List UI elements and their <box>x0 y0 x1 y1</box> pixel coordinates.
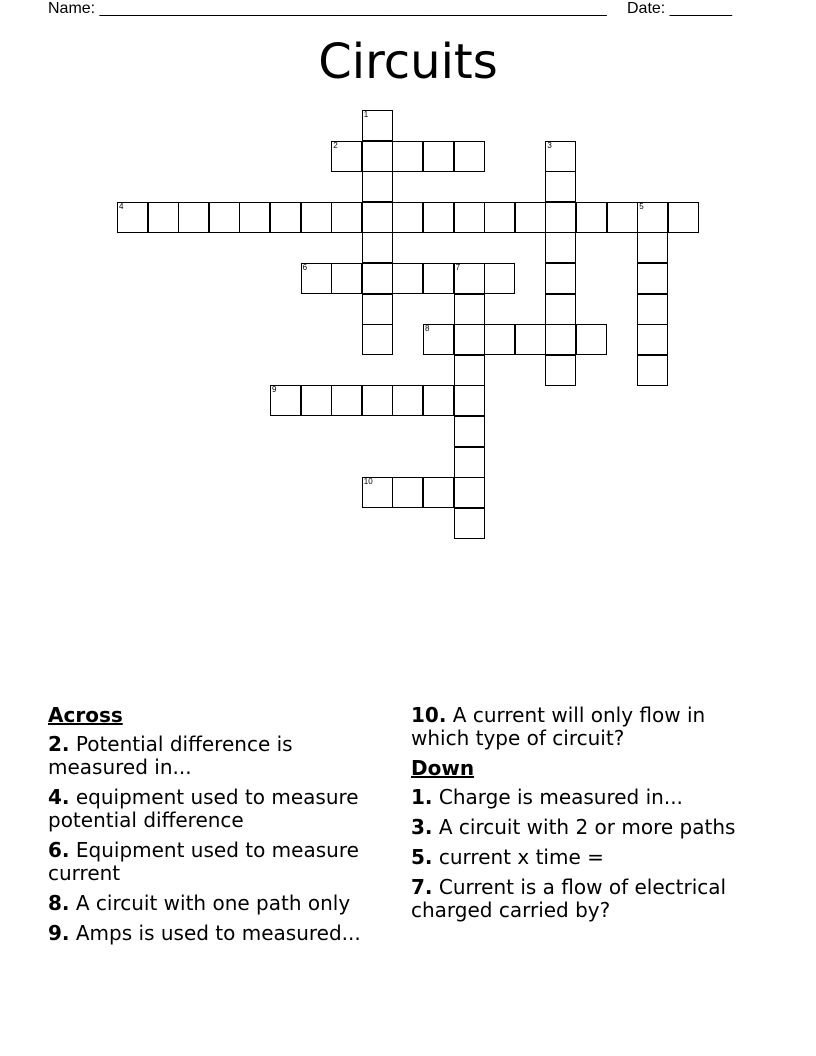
crossword-cell[interactable] <box>239 202 270 233</box>
crossword-cell[interactable] <box>392 385 423 416</box>
across-heading: Across <box>48 703 123 727</box>
crossword-cell[interactable] <box>331 385 362 416</box>
crossword-cell[interactable] <box>423 385 454 416</box>
clue-across-6 <box>48 839 388 885</box>
page-title: Circuits <box>318 34 498 90</box>
crossword-cell[interactable] <box>454 385 485 416</box>
crossword-cell[interactable] <box>515 324 546 355</box>
clue-number-label: 3 <box>547 140 552 150</box>
clue-number: 8. <box>48 891 70 915</box>
clue-number: 9. <box>48 921 70 945</box>
clue-number: 10. <box>411 703 447 727</box>
crossword-cell[interactable] <box>515 202 546 233</box>
name-field-label: Name: _________________________________________________________ <box>48 0 607 17</box>
crossword-cell[interactable] <box>637 355 668 386</box>
clue-text: Charge is measured in... <box>438 785 683 809</box>
crossword-cell[interactable] <box>423 263 454 294</box>
crossword-cell[interactable] <box>362 294 393 325</box>
crossword-cell[interactable] <box>545 324 576 355</box>
crossword-cell[interactable] <box>637 324 668 355</box>
crossword-cell[interactable] <box>668 202 699 233</box>
crossword-cell[interactable] <box>392 141 423 172</box>
clue-text: A current will only flow in which type of circuit? <box>411 703 706 750</box>
date-field-label: Date: _______ <box>627 0 732 17</box>
crossword-cell[interactable] <box>331 263 362 294</box>
crossword-cell[interactable] <box>392 263 423 294</box>
clue-text: A circuit with 2 or more paths <box>438 815 736 839</box>
down-heading: Down <box>411 756 475 780</box>
crossword-cell[interactable] <box>454 355 485 386</box>
clue-number-label: 5 <box>639 201 644 211</box>
crossword-cell[interactable] <box>545 171 576 202</box>
crossword-cell[interactable] <box>148 202 179 233</box>
crossword-cell[interactable] <box>607 202 638 233</box>
clue-across-9 <box>48 922 388 945</box>
clues-right-column <box>411 704 751 929</box>
crossword-cell[interactable] <box>454 447 485 478</box>
crossword-cell[interactable] <box>423 141 454 172</box>
crossword-cell[interactable] <box>454 202 485 233</box>
crossword-cell[interactable] <box>362 232 393 263</box>
crossword-cell[interactable] <box>270 202 301 233</box>
crossword-cell[interactable] <box>392 202 423 233</box>
clue-across-8 <box>48 892 388 915</box>
clue-number-label: 2 <box>333 140 338 150</box>
crossword-cell[interactable] <box>423 202 454 233</box>
crossword-cell[interactable] <box>301 385 332 416</box>
crossword-cell[interactable] <box>362 324 393 355</box>
clue-down-7 <box>411 876 751 922</box>
clue-across-2 <box>48 733 388 779</box>
crossword-cell[interactable] <box>423 477 454 508</box>
clue-number: 2. <box>48 732 70 756</box>
crossword-cell[interactable] <box>545 232 576 263</box>
clue-number-label: 7 <box>455 263 461 272</box>
clue-number: 5. <box>411 845 433 869</box>
crossword-cell[interactable] <box>331 202 362 233</box>
clue-number-label: 10 <box>363 477 373 487</box>
crossword-cell[interactable] <box>362 263 393 294</box>
crossword-cell[interactable] <box>484 202 515 233</box>
crossword-cell[interactable] <box>178 202 209 233</box>
clue-number: 4. <box>48 785 70 809</box>
crossword-cell[interactable] <box>545 263 576 294</box>
crossword-cell[interactable] <box>392 477 423 508</box>
clue-text: Potential difference is measured in... <box>48 732 293 779</box>
crossword-cell[interactable] <box>454 294 485 325</box>
clue-text: equipment used to measure potential difference <box>48 785 359 832</box>
clue-down-1 <box>411 786 751 809</box>
crossword-cell[interactable] <box>209 202 240 233</box>
clue-across-4 <box>48 786 388 832</box>
crossword-grid <box>117 110 699 540</box>
crossword-cell[interactable] <box>576 202 607 233</box>
clue-number: 6. <box>48 838 70 862</box>
clue-number: 1. <box>411 785 433 809</box>
crossword-cell[interactable] <box>454 477 485 508</box>
crossword-cell[interactable] <box>576 324 607 355</box>
crossword-cell[interactable] <box>362 385 393 416</box>
crossword-cell[interactable] <box>454 324 485 355</box>
crossword-cell[interactable] <box>454 141 485 172</box>
crossword-cell[interactable] <box>484 263 515 294</box>
crossword-cell[interactable] <box>637 294 668 325</box>
clue-number: 3. <box>411 815 433 839</box>
clue-number-label: 9 <box>272 385 277 395</box>
crossword-cell[interactable] <box>545 202 576 233</box>
clue-number-label: 8 <box>425 324 430 334</box>
clue-down-3 <box>411 816 751 839</box>
crossword-cell[interactable] <box>362 202 393 233</box>
crossword-cell[interactable] <box>362 141 393 172</box>
clue-number-label: 4 <box>119 201 124 211</box>
crossword-cell[interactable] <box>637 263 668 294</box>
crossword-cell[interactable] <box>301 202 332 233</box>
clue-across-10 <box>411 704 751 750</box>
clue-text: Equipment used to measure current <box>48 838 359 885</box>
clue-text: Current is a flow of electrical charged carried by? <box>411 875 727 922</box>
clue-number: 7. <box>411 875 433 899</box>
crossword-cell[interactable] <box>484 324 515 355</box>
clue-number-label: 6 <box>302 263 308 272</box>
crossword-cell[interactable] <box>637 232 668 263</box>
crossword-cell[interactable] <box>362 171 393 202</box>
crossword-cell[interactable] <box>545 294 576 325</box>
crossword-cell[interactable] <box>454 508 485 539</box>
clues-left-column <box>48 704 388 952</box>
crossword-cell[interactable] <box>545 355 576 386</box>
clue-text: Amps is used to measured... <box>75 921 361 945</box>
clue-down-5 <box>411 846 751 869</box>
clue-number-label: 1 <box>363 110 369 119</box>
clue-text: A circuit with one path only <box>75 891 351 915</box>
crossword-cell[interactable] <box>454 416 485 447</box>
clue-text: current x time = <box>438 845 604 869</box>
